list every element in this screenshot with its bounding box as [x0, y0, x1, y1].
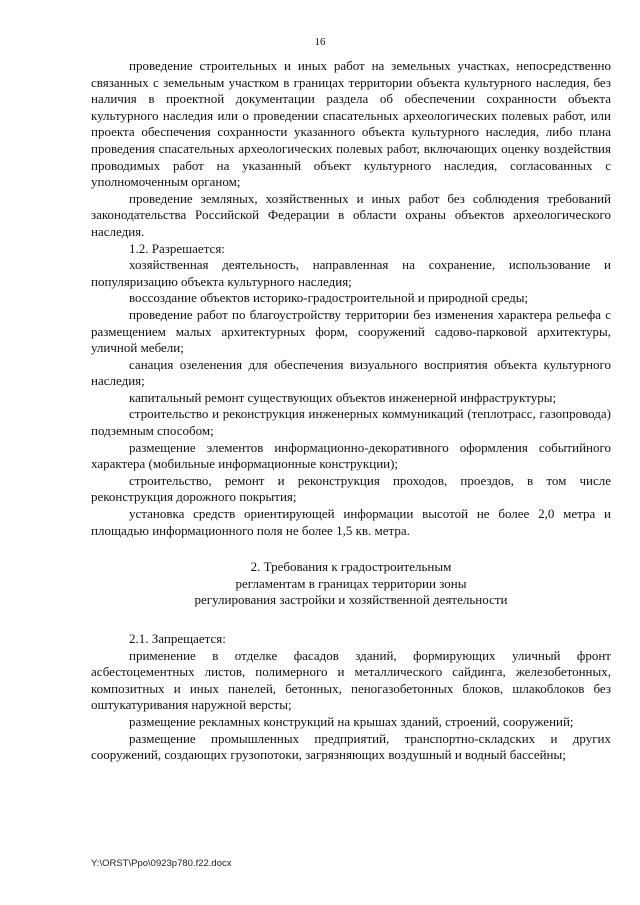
paragraph: воссоздание объектов историко-градостроительной и природной среды;: [129, 290, 529, 306]
section-title-line: 2. Требования к градостроительным: [250, 559, 452, 575]
file-path-footer: Y:\ORST\Ppo\0923p780.f22.docx: [91, 858, 232, 869]
paragraph: проведение работ по благоустройству территории без изменения характера рельефа с размещением малых архитектурных форм, сооружений садово-парковой архитектуры, уличной мебели;: [91, 306, 611, 356]
section-title-line: регулирования застройки и хозяйственной деятельности: [194, 592, 508, 608]
document-body: [91, 58, 611, 764]
paragraph: размещение промышленных предприятий, транспортно-складских и других сооружений, создающих грузопотоки, загрязняющих воздушный и водный бассейны;: [91, 730, 611, 763]
paragraph: хозяйственная деятельность, направленная на сохранение, использование и популяризацию объекта культурного наследия;: [91, 257, 611, 289]
page-number: 16: [314, 36, 326, 48]
paragraph: строительство, ремонт и реконструкция проходов, проездов, в том числе реконструкция дорожного покрытия;: [91, 472, 611, 505]
paragraph: установка средств ориентирующей информации высотой не более 2,0 метра и площадью информационного поля не более 1,5 кв. метра.: [91, 506, 611, 538]
paragraph: проведение строительных и иных работ на земельных участках, непосредственно связанных с земельным участком в границах территории объекта культурного наследия, без наличия в проектной документации раздела об обеспечении сохранности объекта культурного наследия или о проведении спасательных археологических полевых работ, или проекта обеспечения сохранности указанного объекта культурного наследия, либо плана проведения спасательных археологических полевых работ, включающих оценку воздействия проводимых работ на указанный объект культурного наследия, согласованных с уполномоченным органом;: [91, 58, 611, 190]
paragraph: санация озеленения для обеспечения визуального восприятия объекта культурного наследия;: [91, 356, 611, 389]
paragraph: капитальный ремонт существующих объектов инженерной инфраструктуры;: [129, 389, 557, 405]
paragraph: строительство и реконструкция инженерных коммуникаций (теплотрасс, газопровода) подземным способом;: [91, 406, 611, 439]
paragraph: проведение земляных, хозяйственных и иных работ без соблюдения требований законодательства Российской Федерации в области охраны объектов археологического наследия.: [91, 190, 611, 239]
clause-heading: 1.2. Разрешается:: [129, 240, 225, 256]
paragraph-group-2: [91, 631, 611, 764]
section-title: [91, 559, 611, 609]
clause-heading: 2.1. Запрещается:: [129, 631, 226, 646]
section-title-line: регламентам в границах территории зоны: [235, 575, 467, 591]
paragraph: размещение рекламных конструкций на крышах зданий, строений, сооружений;: [129, 713, 574, 729]
paragraph: размещение элементов информационно-декоративного оформления событийного характера (мобильные информационные конструкции);: [91, 439, 611, 472]
paragraph: применение в отделке фасадов зданий, формирующих уличный фронт асбестоцементных листов, полимерного и металлического сайдинга, железобетонных, композитных и иных панелей, бетонных, пеногазобетонных блоков, шлакоблоков без оштукатуривания наружной версты;: [91, 647, 611, 713]
paragraph-group-1: [91, 58, 611, 539]
